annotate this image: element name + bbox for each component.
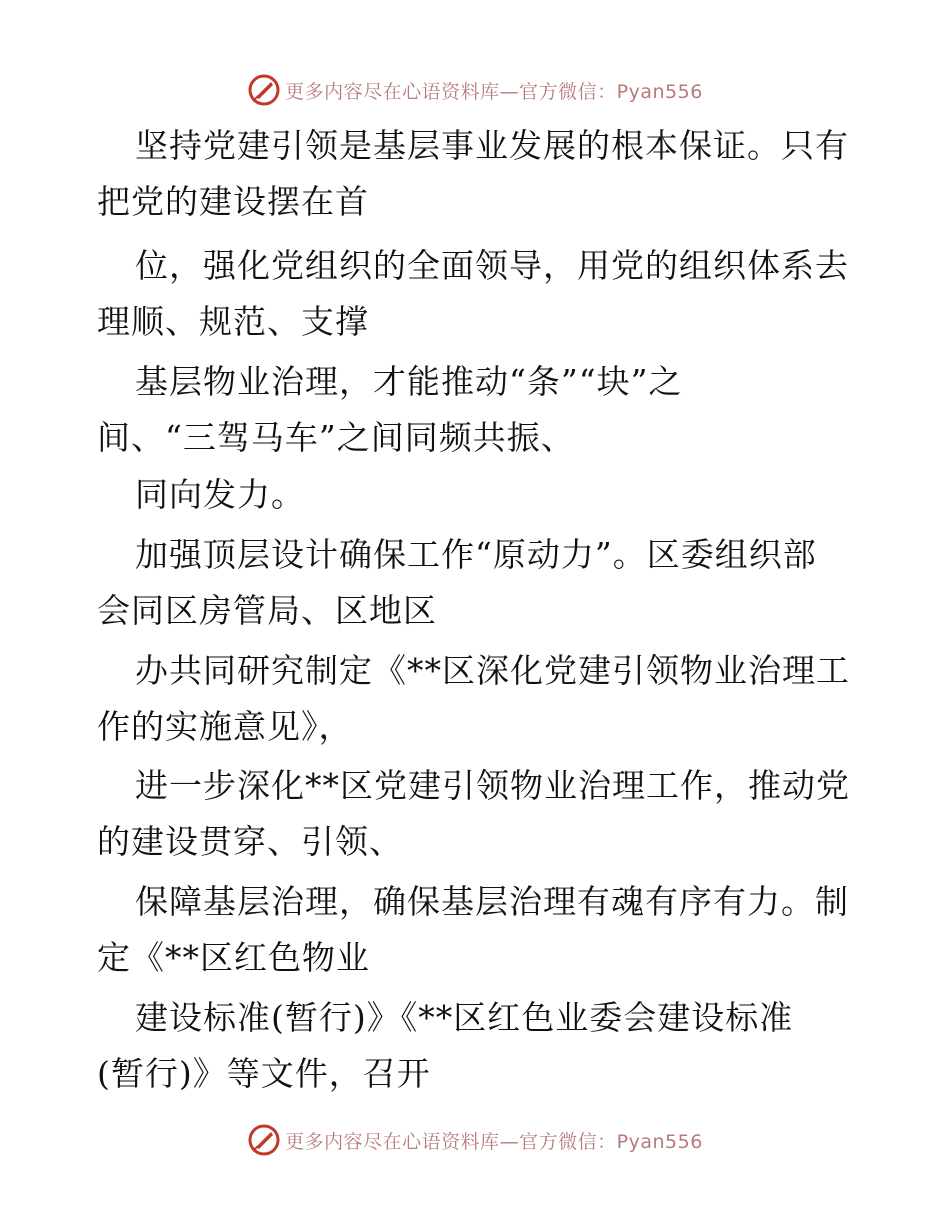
quill-logo-icon (247, 73, 281, 107)
footer-banner-text: 更多内容尽在心语资料库—官方微信：Pyan556 (285, 1130, 703, 1153)
body-line: 基层物业治理，才能推动“条”“块”之 (135, 362, 683, 401)
body-line: 定《**区红色物业 (97, 938, 370, 977)
body-line: 办共同研究制定《**区深化党建引领物业治理工 (135, 651, 850, 690)
body-line: 坚持党建引领是基层事业发展的根本保证。只有 (135, 126, 849, 165)
body-line: 加强顶层设计确保工作“原动力”。区委组织部 (135, 535, 817, 574)
body-line: 建设标准(暂行)》《**区红色业委会建设标准 (135, 998, 794, 1037)
body-line: 理顺、规范、支撑 (97, 302, 369, 341)
body-line: 把党的建设摆在首 (97, 182, 369, 221)
header-banner-text: 更多内容尽在心语资料库—官方微信：Pyan556 (285, 80, 703, 103)
body-line: 保障基层治理，确保基层治理有魂有序有力。制 (135, 882, 849, 921)
body-line: (暂行)》等文件，召开 (97, 1054, 431, 1093)
header-banner (0, 70, 950, 110)
body-line: 位，强化党组织的全面领导，用党的组织体系去 (135, 246, 849, 285)
quill-logo-icon (247, 1123, 281, 1157)
body-line: 的建设贯穿、引领、 (97, 822, 403, 861)
body-line: 同向发力。 (135, 475, 305, 514)
body-line: 间、“三驾马车”之间同频共振、 (97, 418, 575, 457)
body-line: 进一步深化**区党建引领物业治理工作，推动党 (135, 766, 850, 805)
footer-banner (0, 1120, 950, 1160)
body-line: 作的实施意见》， (97, 707, 353, 746)
body-line: 会同区房管局、区地区 (97, 591, 437, 630)
